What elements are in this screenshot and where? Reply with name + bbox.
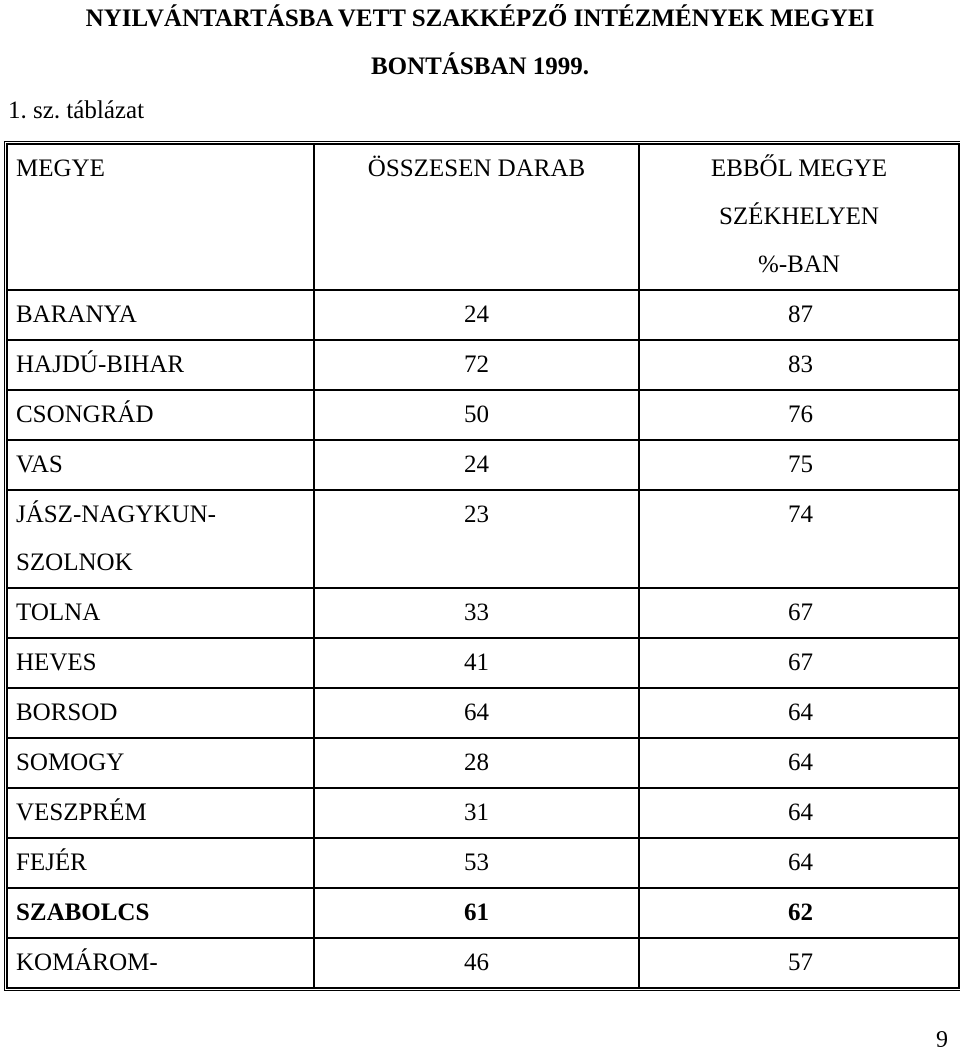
table-row [7,588,959,638]
total-cell: 53 [314,838,639,888]
county-cell: HEVES [7,638,314,688]
county-name-line-2: SZOLNOK [16,549,133,576]
header-percent-line-1: EBBŐL MEGYE [710,155,888,182]
county-cell: BORSOD [7,688,314,738]
table-row [7,788,959,838]
header-total-label: ÖSSZESEN DARAB [367,155,586,182]
county-cell: SOMOGY [7,738,314,788]
percent-cell: 83 [639,340,959,390]
percent-cell: 57 [639,938,959,988]
table-header-row [7,144,959,290]
percent-cell: 67 [639,588,959,638]
header-percent [639,144,959,290]
county-cell: KOMÁROM- [7,938,314,988]
document-title-line-1: NYILVÁNTARTÁSBA VETT SZAKKÉPZŐ INTÉZMÉNYEK MEGYEI [85,5,875,32]
total-cell: 24 [314,440,639,490]
county-institutions-table [4,141,960,991]
table-row [7,688,959,738]
total-cell: 46 [314,938,639,988]
header-percent-line-3: %-BAN [758,251,840,278]
document-title-line-2: BONTÁSBAN 1999. [370,53,590,80]
county-cell: VAS [7,440,314,490]
header-percent-line-2: SZÉKHELYEN [719,203,879,230]
county-cell: VESZPRÉM [7,788,314,838]
percent-cell: 75 [639,440,959,490]
table-row [7,838,959,888]
total-cell: 28 [314,738,639,788]
percent-cell: 87 [639,290,959,340]
table-row [7,390,959,440]
table-row [7,290,959,340]
total-cell: 41 [314,638,639,688]
table-row [7,440,959,490]
county-cell: BARANYA [7,290,314,340]
table-row-highlighted [7,888,959,938]
total-cell: 24 [314,290,639,340]
percent-cell: 64 [639,838,959,888]
header-county-label: MEGYE [16,155,105,182]
header-total [314,144,639,290]
percent-cell: 62 [639,888,959,938]
total-cell: 33 [314,588,639,638]
county-cell: CSONGRÁD [7,390,314,440]
total-cell: 31 [314,788,639,838]
county-cell: FEJÉR [7,838,314,888]
table-row [7,490,959,588]
percent-cell: 74 [639,490,959,588]
percent-cell: 76 [639,390,959,440]
page-number: 9 [936,1027,948,1053]
total-cell: 72 [314,340,639,390]
table-row [7,340,959,390]
table-caption: 1. sz. táblázat [8,97,145,124]
table-row [7,938,959,988]
total-cell: 50 [314,390,639,440]
county-cell: TOLNA [7,588,314,638]
total-cell: 61 [314,888,639,938]
percent-cell: 64 [639,788,959,838]
total-cell: 64 [314,688,639,738]
table-row [7,638,959,688]
county-cell: HAJDÚ-BIHAR [7,340,314,390]
percent-cell: 64 [639,738,959,788]
total-cell: 23 [314,490,639,588]
county-cell [7,490,314,588]
table-row [7,738,959,788]
percent-cell: 67 [639,638,959,688]
county-cell: SZABOLCS [7,888,314,938]
county-name-line-1: JÁSZ-NAGYKUN- [16,501,216,528]
header-county [7,144,314,290]
percent-cell: 64 [639,688,959,738]
